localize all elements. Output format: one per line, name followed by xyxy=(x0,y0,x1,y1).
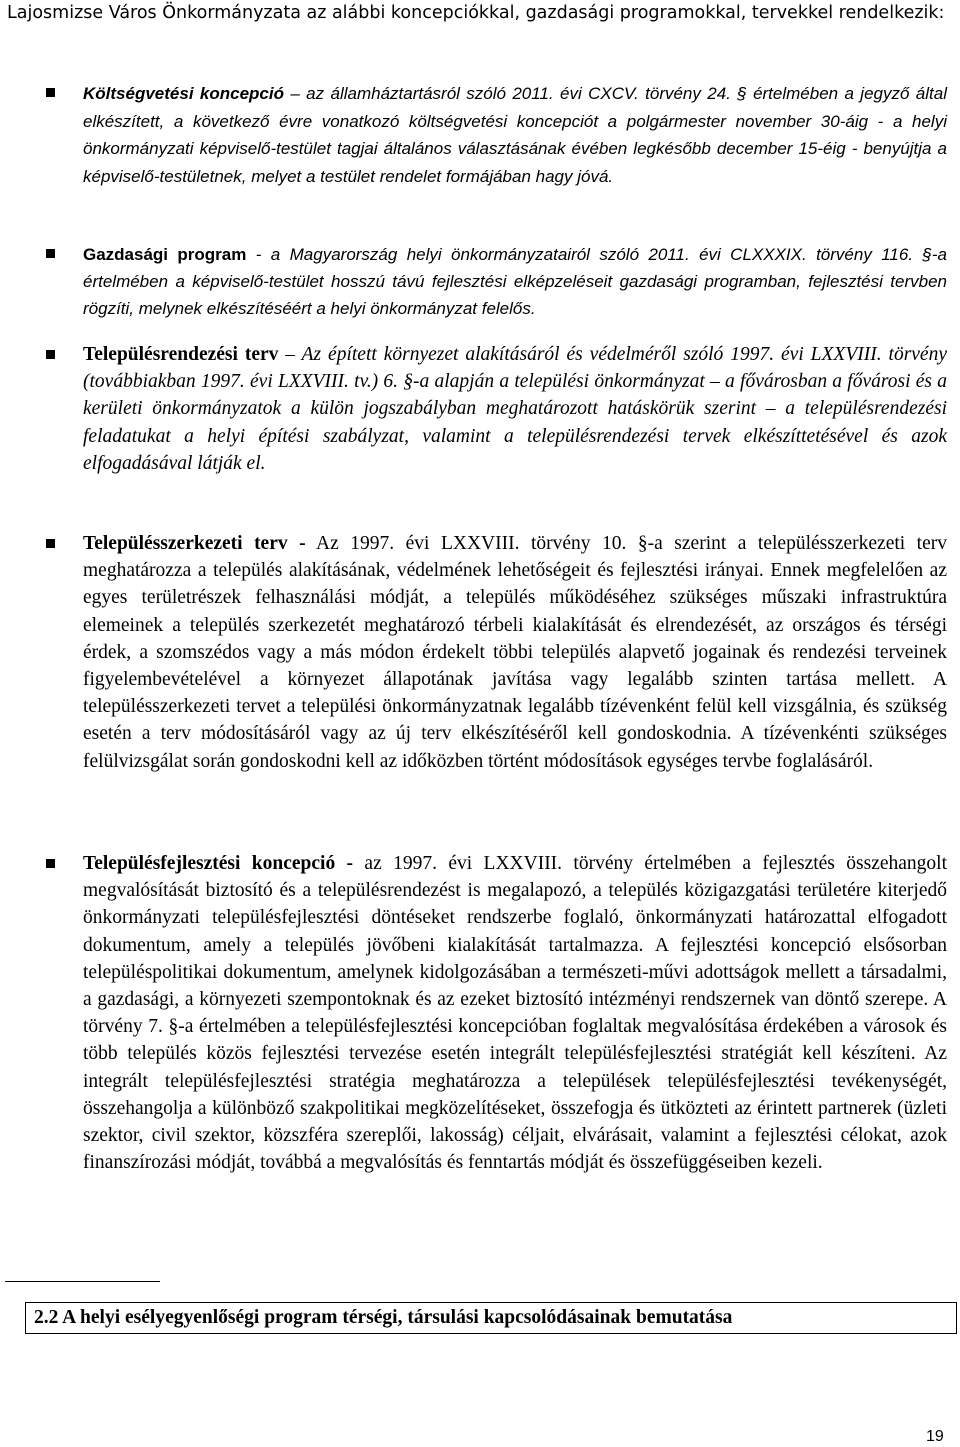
list-item-title: Gazdasági program xyxy=(83,245,247,264)
list-item-title: Településszerkezeti terv - xyxy=(83,533,306,554)
list-item-text xyxy=(83,80,947,190)
list-item-text xyxy=(83,241,947,322)
list-item-body: - a Magyarország helyi önkormányzatairól szóló 2011. évi CLXXXIX. törvény 116. §-a értelmében a képviselő-testület hosszú távú fejlesztési elképzeléseit gazdasági programban, fejlesztési tervben rögzíti, melynek elkészítéséért a helyi önkormányzat felelős. xyxy=(83,245,947,318)
square-bullet-icon xyxy=(46,88,55,97)
square-bullet-icon xyxy=(46,859,55,868)
square-bullet-icon xyxy=(46,249,55,258)
list-item-body: – az államháztartásról szóló 2011. évi CXCV. törvény 24. § értelmében a jegyző által elkészített, a következő évre vonatkozó költségvetési koncepciót a polgármester november 30-áig - a helyi önkormányzati képviselő-testület tagjai általános választásának évében legkésőbb december 15-éig - benyújtja a képviselő-testületnek, melyet a testület rendelet formájában hagy jóvá. xyxy=(83,84,947,186)
list-item-body: az 1997. évi LXXVIII. törvény értelmében a fejlesztés összehangolt megvalósítását biztosító és a településrendezést is megalapozó, a település közigazgatási területére kiterjedő önkormányzati településfejlesztési döntéseket rendszerbe foglaló, önkormányzati határozattal elfogadott dokumentum, amely a település jövőbeni kialakítását tartalmazza. A fejlesztési koncepció elsősorban településpolitikai dokumentum, amelynek kidolgozásában a természeti-művi adottságok mellett a társadalmi, a gazdasági, a környezeti szempontoknak és az ezeket biztosító intézményi rendszernek van döntő szerepe. A törvény 7. §-a értelmében a településfejlesztési koncepcióban foglaltak megvalósítása érdekében a városok és több település közös fejlesztési tervezése esetén integrált településfejlesztési stratégiát kell készíteni. Az integrált településfejlesztési stratégia meghatározza a települések településfejlesztési tevékenységét, összehangolja a különböző szakpolitikai megközelítéseket, összefogja és ütközteti az érintett partnerek (üzleti szektor, civil szektor, közszféra szereplői, lakosság) céljait, elvárásait, valamint a fejlesztési célokat, azok finanszírozási módját, továbbá a megvalósítás és fenntartás módját és összefüggéseiben kezeli. xyxy=(83,853,947,1174)
section-title: 2.2 A helyi esélyegyenlőségi program térségi, társulási kapcsolódásainak bemutatása xyxy=(34,1307,733,1328)
list-item-text xyxy=(83,850,947,1176)
square-bullet-icon xyxy=(46,539,55,548)
list-item-body: – Az épített környezet alakításáról és védelméről szóló 1997. évi LXXVIII. törvény (továbbiakban 1997. évi LXXVIII. tv.) 6. §-a alapján a települési önkormányzat – a fővárosban a fővárosi és a kerületi önkormányzatok a külön jogszabályban meghatározott hatáskörük szerint – a településrendezési feladatukat a helyi építési szabályzat, valamint a településrendezési tervek elkészíttetésével és azok elfogadásával látják el. xyxy=(83,344,947,474)
square-bullet-icon xyxy=(46,350,55,359)
horizontal-divider xyxy=(5,1281,160,1282)
list-item-title: Településfejlesztési koncepció - xyxy=(83,853,354,874)
list-item-text xyxy=(83,341,947,477)
list-item-title: Költségvetési koncepció xyxy=(83,84,284,103)
section-heading-box xyxy=(25,1302,957,1334)
list-item-title: Településrendezési terv xyxy=(83,344,279,365)
page-number: 19 xyxy=(926,1428,944,1445)
intro-paragraph: Lajosmizse Város Önkormányzata az alábbi koncepciókkal, gazdasági programokkal, tervekkel rendelkezik: xyxy=(7,3,945,23)
list-item-body: Az 1997. évi LXXVIII. törvény 10. §-a szerint a településszerkezeti terv meghatározza a település alakításának, védelmének lehetőségeit és fejlesztési irányai. Ennek megfelelően az egyes területrészek felhasználási módját, a település működéséhez szükséges műszaki infrastruktúra elemeinek a település szerkezetét meghatározó térbeli kialakítását és elrendezését, az országos és térségi érdek, a szomszédos vagy a más módon érdekelt többi település alapvető jogainak és rendezési terveinek figyelembevételével a környezet állapotának javítása vagy legalább szinten tartása mellett. A településszerkezeti tervet a települési önkormányzatnak legalább tízévenként felül kell vizsgálnia, és szükség esetén a terv módosításáról vagy az új terv elkészítéséről kell gondoskodnia. A tízévenkénti szükséges felülvizsgálat során gondoskodni kell az időközben történt módosítások egységes tervbe foglalásáról. xyxy=(83,533,947,772)
list-item-text xyxy=(83,530,947,775)
